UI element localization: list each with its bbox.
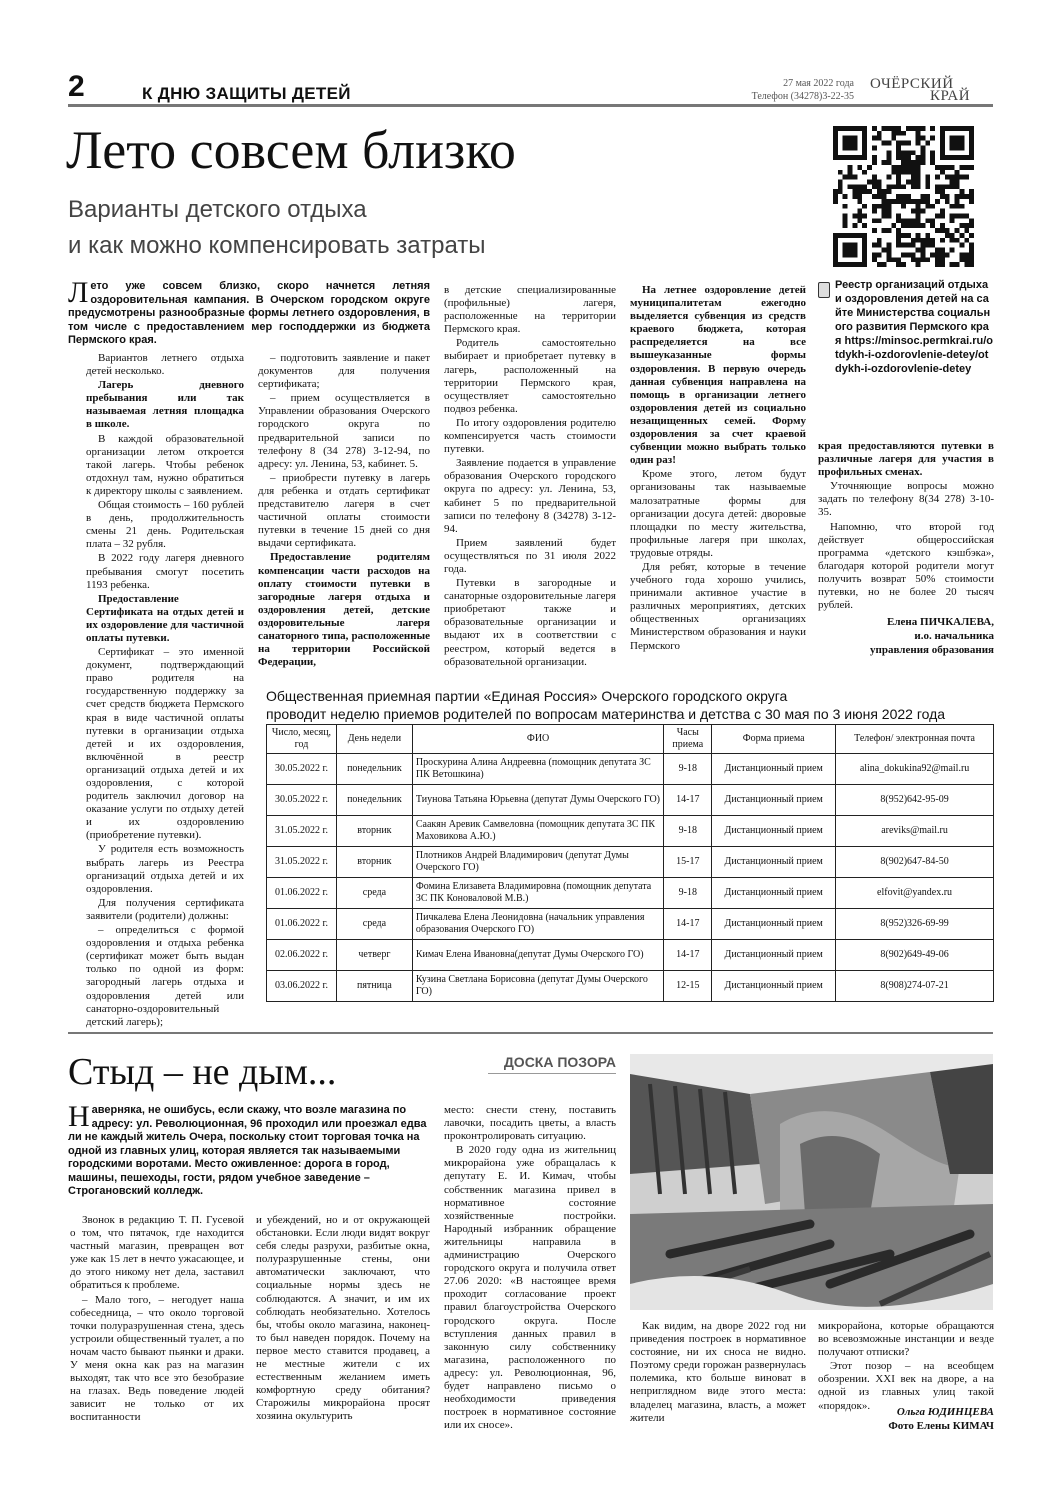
table-cell: 14-17	[664, 909, 712, 940]
paragraph: – Мало того, – негодует наша собеседница, – что около торговой точки полуразрушенная стена, здесь устроили общественный туалет, а по ночам часто бывают пьянки и драки. У меня окна как раз на магазин выходят, так что все это безобразие на глазах. Ведь поведение людей зависит не только от их воспитанности	[70, 1293, 244, 1424]
table-cell: Тиунова Татьяна Юрьевна (депутат Думы Очерского ГО)	[412, 785, 663, 816]
table-cell: Плотников Андрей Владимирович (депутат Думы Очерского ГО)	[412, 847, 663, 878]
article1-column-4	[630, 284, 806, 676]
table-cell: Кимач Елена Ивановна(депутат Думы Очерского ГО)	[412, 940, 663, 971]
table-cell: Кузина Светлана Борисовна (депутат Думы Очерского ГО)	[412, 971, 663, 1002]
paragraph: – прием осуществляется в Управлении образования Очерского городского округа по предварительной записи по телефону 8 (34 278) 3-12-94, по адресу: ул. Ленина, 53, кабинет. 5.	[258, 392, 430, 470]
table-header-cell: Телефон/ электронная почта	[836, 725, 994, 754]
table-cell: Проскурина Алина Андреевна (помощник депутата ЗС ПК Ветошкина)	[412, 754, 663, 785]
author-position-1: и.о. начальника	[914, 630, 994, 642]
paragraph: Кроме этого, летом будут организованы так называемые малозатратные формы для организации досуга детей: дворовые площадки по месту жительства, профильные лагеря при школах, трудовые отряды.	[630, 468, 806, 559]
table-cell: Дистанционный прием	[712, 940, 836, 971]
paragraph: Напомню, что второй год действует общероссийская программа «детского кэшбэка», благодаря которой родители могут получить возврат 50% стоимости путевки, но не более 20 тысяч рублей.	[818, 520, 994, 612]
schedule-table	[266, 724, 994, 1002]
paragraph: Лагерь дневного пребывания или так называемая летняя площадка в школе.	[86, 379, 244, 431]
table-row	[267, 940, 994, 971]
table-cell: 01.06.2022 г.	[267, 878, 337, 909]
table-row	[267, 785, 994, 816]
paragraph: Предоставление родителям компенсации части расходов на оплату стоимости путевки в загородные лагеря отдыха и оздоровления детей, детские оздоровительные лагеря санаторного типа, расположенные на территории Российской Федерации,	[258, 551, 430, 669]
paragraph: – определиться с формой оздоровления и отдыха ребенка (сертификат может быть выдан только по одной из форм: загородный лагерь отдыха и оздоровления детей или санаторно-оздоровительный детский лагерь);	[86, 924, 244, 1028]
schedule-table-wrap	[266, 724, 996, 1002]
paragraph: Заявление подается в управление образования Очерского городского округа по адресу: ул. Ленина, 53, кабинет 5 по предварительной записи по телефону 8 (34278) 3-12-94.	[444, 457, 616, 535]
paragraph: Этот позор – на всеобщем обозрении. XXI век на дворе, а на одной из главных улиц такой «порядок».	[818, 1360, 994, 1412]
article-subtitle-2: и как можно компенсировать затраты	[68, 232, 486, 259]
table-header-cell: Число, месяц, год	[267, 725, 337, 754]
paragraph: У родителя есть возможность выбрать лагерь из Реестра организаций отдыха детей и их оздоровления.	[86, 843, 244, 895]
table-title-2: проводит неделю приемов родителей по вопросам материнства и детства с 30 мая по 3 июня 2022 года	[266, 706, 946, 722]
paragraph: Для получения сертификата заявители (родители) должны:	[86, 896, 244, 922]
article2-column-5	[818, 1320, 994, 1410]
paragraph: в детские специализированные (профильные) лагеря, расположенные на территории Пермского края.	[444, 284, 616, 336]
table-cell: 31.05.2022 г.	[267, 816, 337, 847]
paragraph: Прием заявлений будет осуществляться по 31 июля 2022 года.	[444, 536, 616, 575]
paragraph: – подготовить заявление и пакет документов для получения сертификата;	[258, 352, 430, 391]
table-cell: понедельник	[336, 754, 412, 785]
article2-column-2	[256, 1214, 430, 1446]
table-cell: Пичкалева Елена Леонидовна (начальник управления образования Очерского ГО)	[412, 909, 663, 940]
table-cell[interactable]: elfovit@yandex.ru	[836, 878, 994, 909]
article2-title: Стыд – не дым...	[68, 1051, 337, 1093]
table-row	[267, 971, 994, 1002]
issue-phone: Телефон (34278)3-22-35	[751, 91, 854, 102]
table-cell: Дистанционный прием	[712, 847, 836, 878]
table-cell: четверг	[336, 940, 412, 971]
paragraph: В 2022 году лагеря дневного пребывания смогут посетить 1193 ребенка.	[86, 552, 244, 591]
table-cell: 9-18	[664, 878, 712, 909]
table-cell: 8(952)326-69-99	[836, 909, 994, 940]
table-header-cell: Часы приема	[664, 725, 712, 754]
table-cell: 30.05.2022 г.	[267, 754, 337, 785]
article1-column-3	[444, 284, 616, 676]
article2-lead-text: аверняка, не ошибусь, если скажу, что возле магазина по адресу: ул. Революционная, 96 проходил или проезжал едва ли не каждый житель Очера, поскольку стоит торговая точка на одной из главных улиц, которая является так называемыми городскими воротами. Место оживленное: дорога в город, машины, пешеходы, гости, рядом учебное заведение – Строгановский колледж.	[68, 1104, 427, 1197]
header-rule	[68, 104, 993, 107]
newspaper-logo	[864, 72, 994, 104]
paragraph: В каждой образовательной организации летом откроется такой лагерь. Чтобы ребенок отдохнул там, нужно обратиться к директору школы с заявлением.	[86, 432, 244, 497]
table-cell: 8(902)649-49-06	[836, 940, 994, 971]
table-title-1: Общественная приемная партии «Единая Россия» Очерского городского округа	[266, 688, 788, 704]
drop-cap-2: Н	[68, 1100, 90, 1133]
table-cell: Дистанционный прием	[712, 785, 836, 816]
table-cell: пятница	[336, 971, 412, 1002]
table-cell: 15-17	[664, 847, 712, 878]
article1-column-1	[86, 352, 244, 1028]
article2-lead	[68, 1100, 430, 1199]
qr-code[interactable]	[833, 126, 974, 267]
table-cell: вторник	[336, 816, 412, 847]
article2-photo-credit: Фото Елены КИМАЧ	[888, 1420, 994, 1432]
table-cell: Саакян Аревик Самвеловна (помощник депутата ЗС ПК Маховикова А.Ю.)	[412, 816, 663, 847]
paragraph: Уточняющие вопросы можно задать по телефону 8(34 278) 3-10-35.	[818, 480, 994, 519]
table-cell: 02.06.2022 г.	[267, 940, 337, 971]
table-header-cell: ФИО	[412, 725, 663, 754]
table-cell: понедельник	[336, 785, 412, 816]
article-lead	[68, 276, 430, 348]
article2-column-4	[630, 1320, 806, 1446]
table-cell: 30.05.2022 г.	[267, 785, 337, 816]
qr-caption: Реестр организаций отдыха и оздоровления детей на сайте Министерства социального развития Пермского края https://minsoc.permkrai.ru/otdykh-i-ozdorovlenie-detey/otdykh-i-ozdorovlenie-detey	[835, 279, 994, 375]
table-cell: 8(952)642-95-09	[836, 785, 994, 816]
paragraph: На летнее оздоровление детей муниципалитетам ежегодно выделяется субвенция из средств краевого бюджета, которая распределяется на все вышеуказанные формы оздоровления. В первую очередь данная субвенция направлена на помощь в организации летнего оздоровления детей из социально незащищенных семей. Форму оздоровления за счет краевой субвенции можно выбрать только один раз!	[630, 284, 806, 467]
table-cell: Дистанционный прием	[712, 816, 836, 847]
paragraph: По итогу оздоровления родителю компенсируется часть стоимости путевки.	[444, 416, 616, 456]
logo-line1: ОЧЁРСКИЙ	[870, 76, 954, 92]
issue-date: 27 мая 2022 года	[783, 78, 854, 89]
table-cell: 8(902)647-84-50	[836, 847, 994, 878]
table-cell: 9-18	[664, 816, 712, 847]
table-cell: вторник	[336, 847, 412, 878]
paragraph: Для ребят, которые в течение учебного года хорошо учились, принимали активное участие в различных мероприятиях, детских общественных организациях Министерством образования и науки Пермского	[630, 560, 806, 652]
table-cell: 12-15	[664, 971, 712, 1002]
qr-icon	[818, 282, 830, 298]
table-header-cell: День недели	[336, 725, 412, 754]
article1-column-2	[258, 352, 430, 672]
paragraph: края предоставляются путевки в различные лагеря для участия в профильных сменах.	[818, 440, 994, 479]
paragraph: Вариантов летнего отдыха детей несколько.	[86, 352, 244, 378]
drop-cap: Л	[68, 276, 89, 309]
paragraph: В 2020 году одна из жительниц микрорайона уже обращалась к депутату Е. И. Кимач, чтобы собственник магазина привел в нормативное состояние хозяйственные постройки. Народный избранник обращение жительницы направила в администрацию Очерского городского округа и получила ответ 27.06 2020: «В настоящее время проходит согласование проект правил благоустройства Очерского городского округа. После вступления данных правил в законную силу собственнику магазина, расположенного по адресу: ул. Революционная, 96, будет направлено письмо о необходимости приведения построек в нормативное состояние или их сносе».	[444, 1144, 616, 1432]
logo-line2: КРАЙ	[930, 88, 971, 104]
article2-column-3	[444, 1104, 616, 1446]
article-subtitle-1: Варианты детского отдыха	[68, 196, 367, 223]
author-name: Елена ПИЧКАЛЕВА,	[887, 616, 994, 628]
table-cell: Дистанционный прием	[712, 971, 836, 1002]
table-cell: среда	[336, 909, 412, 940]
table-header-row	[267, 725, 994, 754]
table-header-cell: Форма приема	[712, 725, 836, 754]
author-position-2: управления образования	[870, 644, 994, 656]
table-cell: 03.06.2022 г.	[267, 971, 337, 1002]
paragraph: Путевки в загородные и санаторные оздоровительные лагеря приобретают также и образовательные организации и выдают их в соответствии с реестром, который ведется в образовательной организации.	[444, 577, 616, 668]
table-cell[interactable]: alina_dokukina92@mail.ru	[836, 754, 994, 785]
paragraph: микрорайона, которые обращаются во всевозможные инстанции и везде получают отписки?	[818, 1320, 994, 1359]
article1-column-5	[818, 440, 994, 618]
table-cell: среда	[336, 878, 412, 909]
table-row	[267, 909, 994, 940]
table-cell: Дистанционный прием	[712, 878, 836, 909]
paragraph: Звонок в редакцию Т. П. Гусевой о том, что пятачок, где находится частный магазин, превращен вот уже как 15 лет в нечто ужасающее, и до этого никому нет дела, заставил обратиться к проблеме.	[70, 1214, 244, 1292]
article2-rubric: ДОСКА ПОЗОРА	[488, 1054, 616, 1074]
paragraph: – приобрести путевку в лагерь для ребенка и отдать сертификат представителю лагеря в счет частичной оплаты стоимости путевки в течение 15 дней со дня выдачи сертификата.	[258, 471, 430, 550]
table-row	[267, 816, 994, 847]
table-cell[interactable]: areviks@mail.ru	[836, 816, 994, 847]
lead-text: ето уже совсем близко, скоро начнется летняя оздоровительная кампания. В Очерском городском округе предусмотрены разнообразные формы летнего оздоровления, в том числе с предоставлением мер господдержки из бюджета Пермского края.	[68, 280, 430, 346]
table-cell: 8(908)274-07-21	[836, 971, 994, 1002]
paragraph: и убеждений, но и от окружающей обстановки. Если люди видят вокруг себя следы разрухи, разбитые окна, полуразрушенные стены, они автоматически заключают, что социальные нормы здесь не соблюдаются. А значит, и им их соблюдать необязательно. Хотелось бы, чтобы около магазина, наконец-то был наведен порядок. Почему на первое место ставится продавец, а не местные жители с их естественным желанием иметь комфортную среду обитания? Старожилы микрорайона просят хозяина окультурить	[256, 1214, 430, 1423]
table-row	[267, 754, 994, 785]
table-row	[267, 878, 994, 909]
table-cell: Дистанционный прием	[712, 754, 836, 785]
table-row	[267, 847, 994, 878]
article2-author: Ольга ЮДИНЦЕВА	[896, 1406, 994, 1418]
paragraph: Общая стоимость – 160 рублей в день, продолжительность смены 21 день. Родительская плата – 32 рубля.	[86, 499, 244, 551]
table-cell: 14-17	[664, 785, 712, 816]
paragraph: Сертификат – это именной документ, подтверждающий право родителя на государственную поддержку за счет средств бюджета Пермского края в виде частичной оплаты путевки в организации отдыха детей и их оздоровления, включённой в реестр организаций отдыха детей и их оздоровления, с которой родитель заключил договор на оказание услуги по отдыху детей и их оздоровлению (приобретение путевки).	[86, 646, 244, 842]
paragraph: место: снести стену, поставить лавочки, посадить цветы, а власть проконтролировать ситуацию.	[444, 1104, 616, 1143]
article-title: Лето совсем близко	[66, 120, 516, 180]
section-title: К ДНЮ ЗАЩИТЫ ДЕТЕЙ	[142, 84, 351, 103]
section-divider	[68, 1032, 993, 1034]
paragraph: Как видим, на дворе 2022 год ни приведения построек в нормативное состояние, ни их сноса не видно. Поэтому среди горожан развернулась полемика, кто больше виноват в неприглядном виде этого места: владелец магазина, власть, а может жители	[630, 1320, 806, 1424]
article2-photo	[630, 1054, 993, 1310]
paragraph: Родитель самостоятельно выбирает и приобретает путевку в лагерь, расположенный на территории Пермского края, осуществляет самостоятельно подвоз ребенка.	[444, 337, 616, 415]
table-cell: 31.05.2022 г.	[267, 847, 337, 878]
article2-column-1	[70, 1214, 244, 1446]
table-cell: 01.06.2022 г.	[267, 909, 337, 940]
page-number: 2	[68, 70, 85, 103]
table-cell: Фомина Елизавета Владимировна (помощник депутата ЗС ПК Коноваловой М.В.)	[412, 878, 663, 909]
table-cell: Дистанционный прием	[712, 909, 836, 940]
paragraph: Предоставление Сертификата на отдых детей и их оздоровление для частичной оплаты путевки.	[86, 592, 244, 644]
table-cell: 14-17	[664, 940, 712, 971]
table-cell: 9-18	[664, 754, 712, 785]
